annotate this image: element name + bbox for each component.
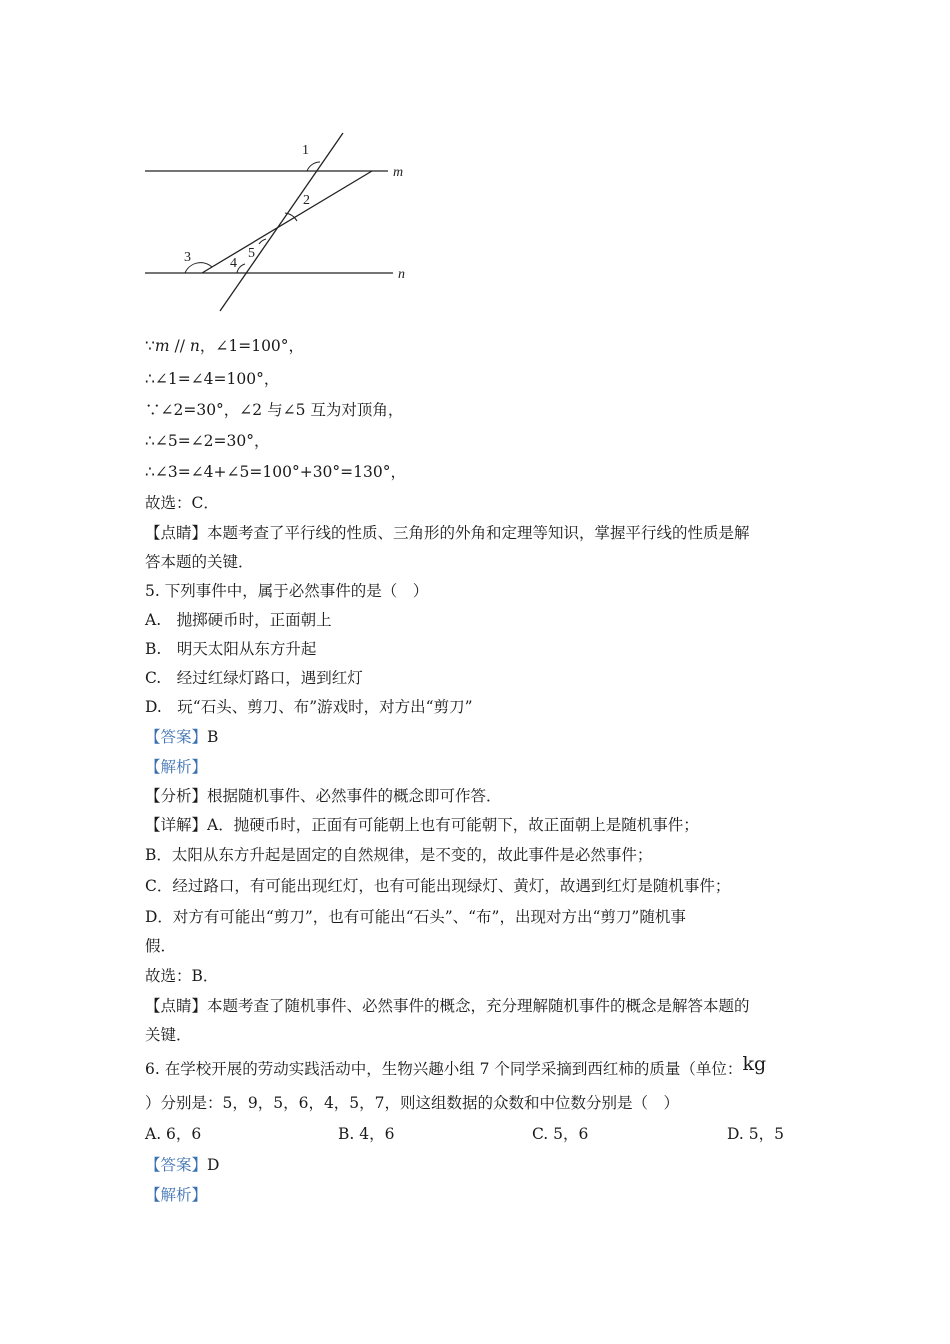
transversal-shallow bbox=[202, 171, 372, 273]
label-1: 1 bbox=[302, 143, 309, 158]
q6-option-a: A. 6，6 bbox=[145, 1125, 202, 1143]
q5-choose: 故选：B． bbox=[145, 967, 219, 985]
q5-detail-3: C．经过路口，有可能出现红灯，也有可能出现绿灯、黄灯，故遇到红灯是随机事件； bbox=[145, 877, 731, 895]
q5-detail-1: 【详解】A．抛硬币时，正面有可能朝上也有可能朝下，故正面朝上是随机事件； bbox=[145, 816, 699, 834]
proof-line-4: ∴∠5=∠2=30°， bbox=[145, 432, 270, 450]
proof-choose: 故选：C． bbox=[145, 494, 219, 512]
answer-tag: 【答案】 bbox=[145, 1156, 208, 1174]
q6-stem-2: ）分别是：5，9，5，6，4，5，7，则这组数据的众数和中位数分别是（ ） bbox=[145, 1094, 680, 1112]
q6-option-b: B. 4，6 bbox=[338, 1125, 395, 1143]
proof-line-5: ∴∠3=∠4+∠5=100°+30°=130°， bbox=[145, 463, 406, 481]
q5-dianjing-1: 【点睛】本题考查了随机事件、必然事件的概念，充分理解随机事件的概念是解答本题的 bbox=[145, 997, 750, 1015]
q5-fenxi: 【分析】根据随机事件、必然事件的概念即可作答． bbox=[145, 787, 502, 805]
proof-dianjing-1: 【点睛】本题考查了平行线的性质、三角形的外角和定理等知识，掌握平行线的性质是解 bbox=[145, 524, 750, 542]
proof-line-3: ∵∠2=30°，∠2 与∠5 互为对顶角， bbox=[145, 401, 404, 419]
q5-option-d: D. 玩“石头、剪刀、布”游戏时，对方出“剪刀” bbox=[145, 698, 473, 716]
label-2: 2 bbox=[303, 193, 310, 208]
answer-tag: 【答案】 bbox=[145, 728, 208, 746]
q6-unit: kg bbox=[742, 1053, 767, 1075]
q6-answer bbox=[145, 1155, 219, 1175]
q5-answer bbox=[145, 727, 218, 747]
q5-analysis-tag: 【解析】 bbox=[145, 758, 208, 776]
q5-detail-4a: D．对方有可能出“剪刀”，也有可能出“石头”、“布”，出现对方出“剪刀”随机事 bbox=[145, 908, 686, 926]
q5-option-a: A. 抛掷硬币时，正面朝上 bbox=[145, 611, 332, 629]
label-4: 4 bbox=[230, 256, 237, 271]
q5-option-b: B. 明天太阳从东方升起 bbox=[145, 640, 317, 658]
q6-stem-1: 6. 在学校开展的劳动实践活动中，生物兴趣小组 7 个同学采摘到西红柿的质量（单位：kg bbox=[145, 1053, 767, 1078]
label-3: 3 bbox=[184, 250, 191, 265]
parallel-lines-diagram bbox=[140, 128, 430, 318]
q6-analysis-tag: 【解析】 bbox=[145, 1186, 208, 1204]
label-n: n bbox=[398, 267, 405, 282]
proof-line-1: ∵m // n，∠1=100°， bbox=[145, 337, 305, 355]
q6-option-d: D. 5，5 bbox=[727, 1125, 784, 1143]
q6-option-c: C. 5，6 bbox=[532, 1125, 589, 1143]
answer-value: D bbox=[207, 1156, 220, 1174]
angle-4-arc bbox=[237, 264, 245, 273]
q5-dianjing-2: 关键． bbox=[145, 1026, 192, 1044]
q5-option-c: C. 经过红绿灯路口，遇到红灯 bbox=[145, 669, 363, 687]
answer-value: B bbox=[207, 728, 219, 746]
angle-5-arc bbox=[259, 239, 266, 244]
label-m: m bbox=[393, 165, 404, 180]
transversal-steep bbox=[220, 133, 343, 311]
q5-detail-2: B．太阳从东方升起是固定的自然规律，是不变的，故此事件是必然事件； bbox=[145, 846, 653, 864]
label-5: 5 bbox=[248, 246, 255, 261]
q5-detail-4b: 假． bbox=[145, 937, 177, 955]
proof-line-2: ∴∠1=∠4=100°， bbox=[145, 370, 280, 388]
q5-stem: 5. 下列事件中，属于必然事件的是（ ） bbox=[145, 582, 429, 600]
proof-dianjing-2: 答本题的关键． bbox=[145, 553, 254, 571]
